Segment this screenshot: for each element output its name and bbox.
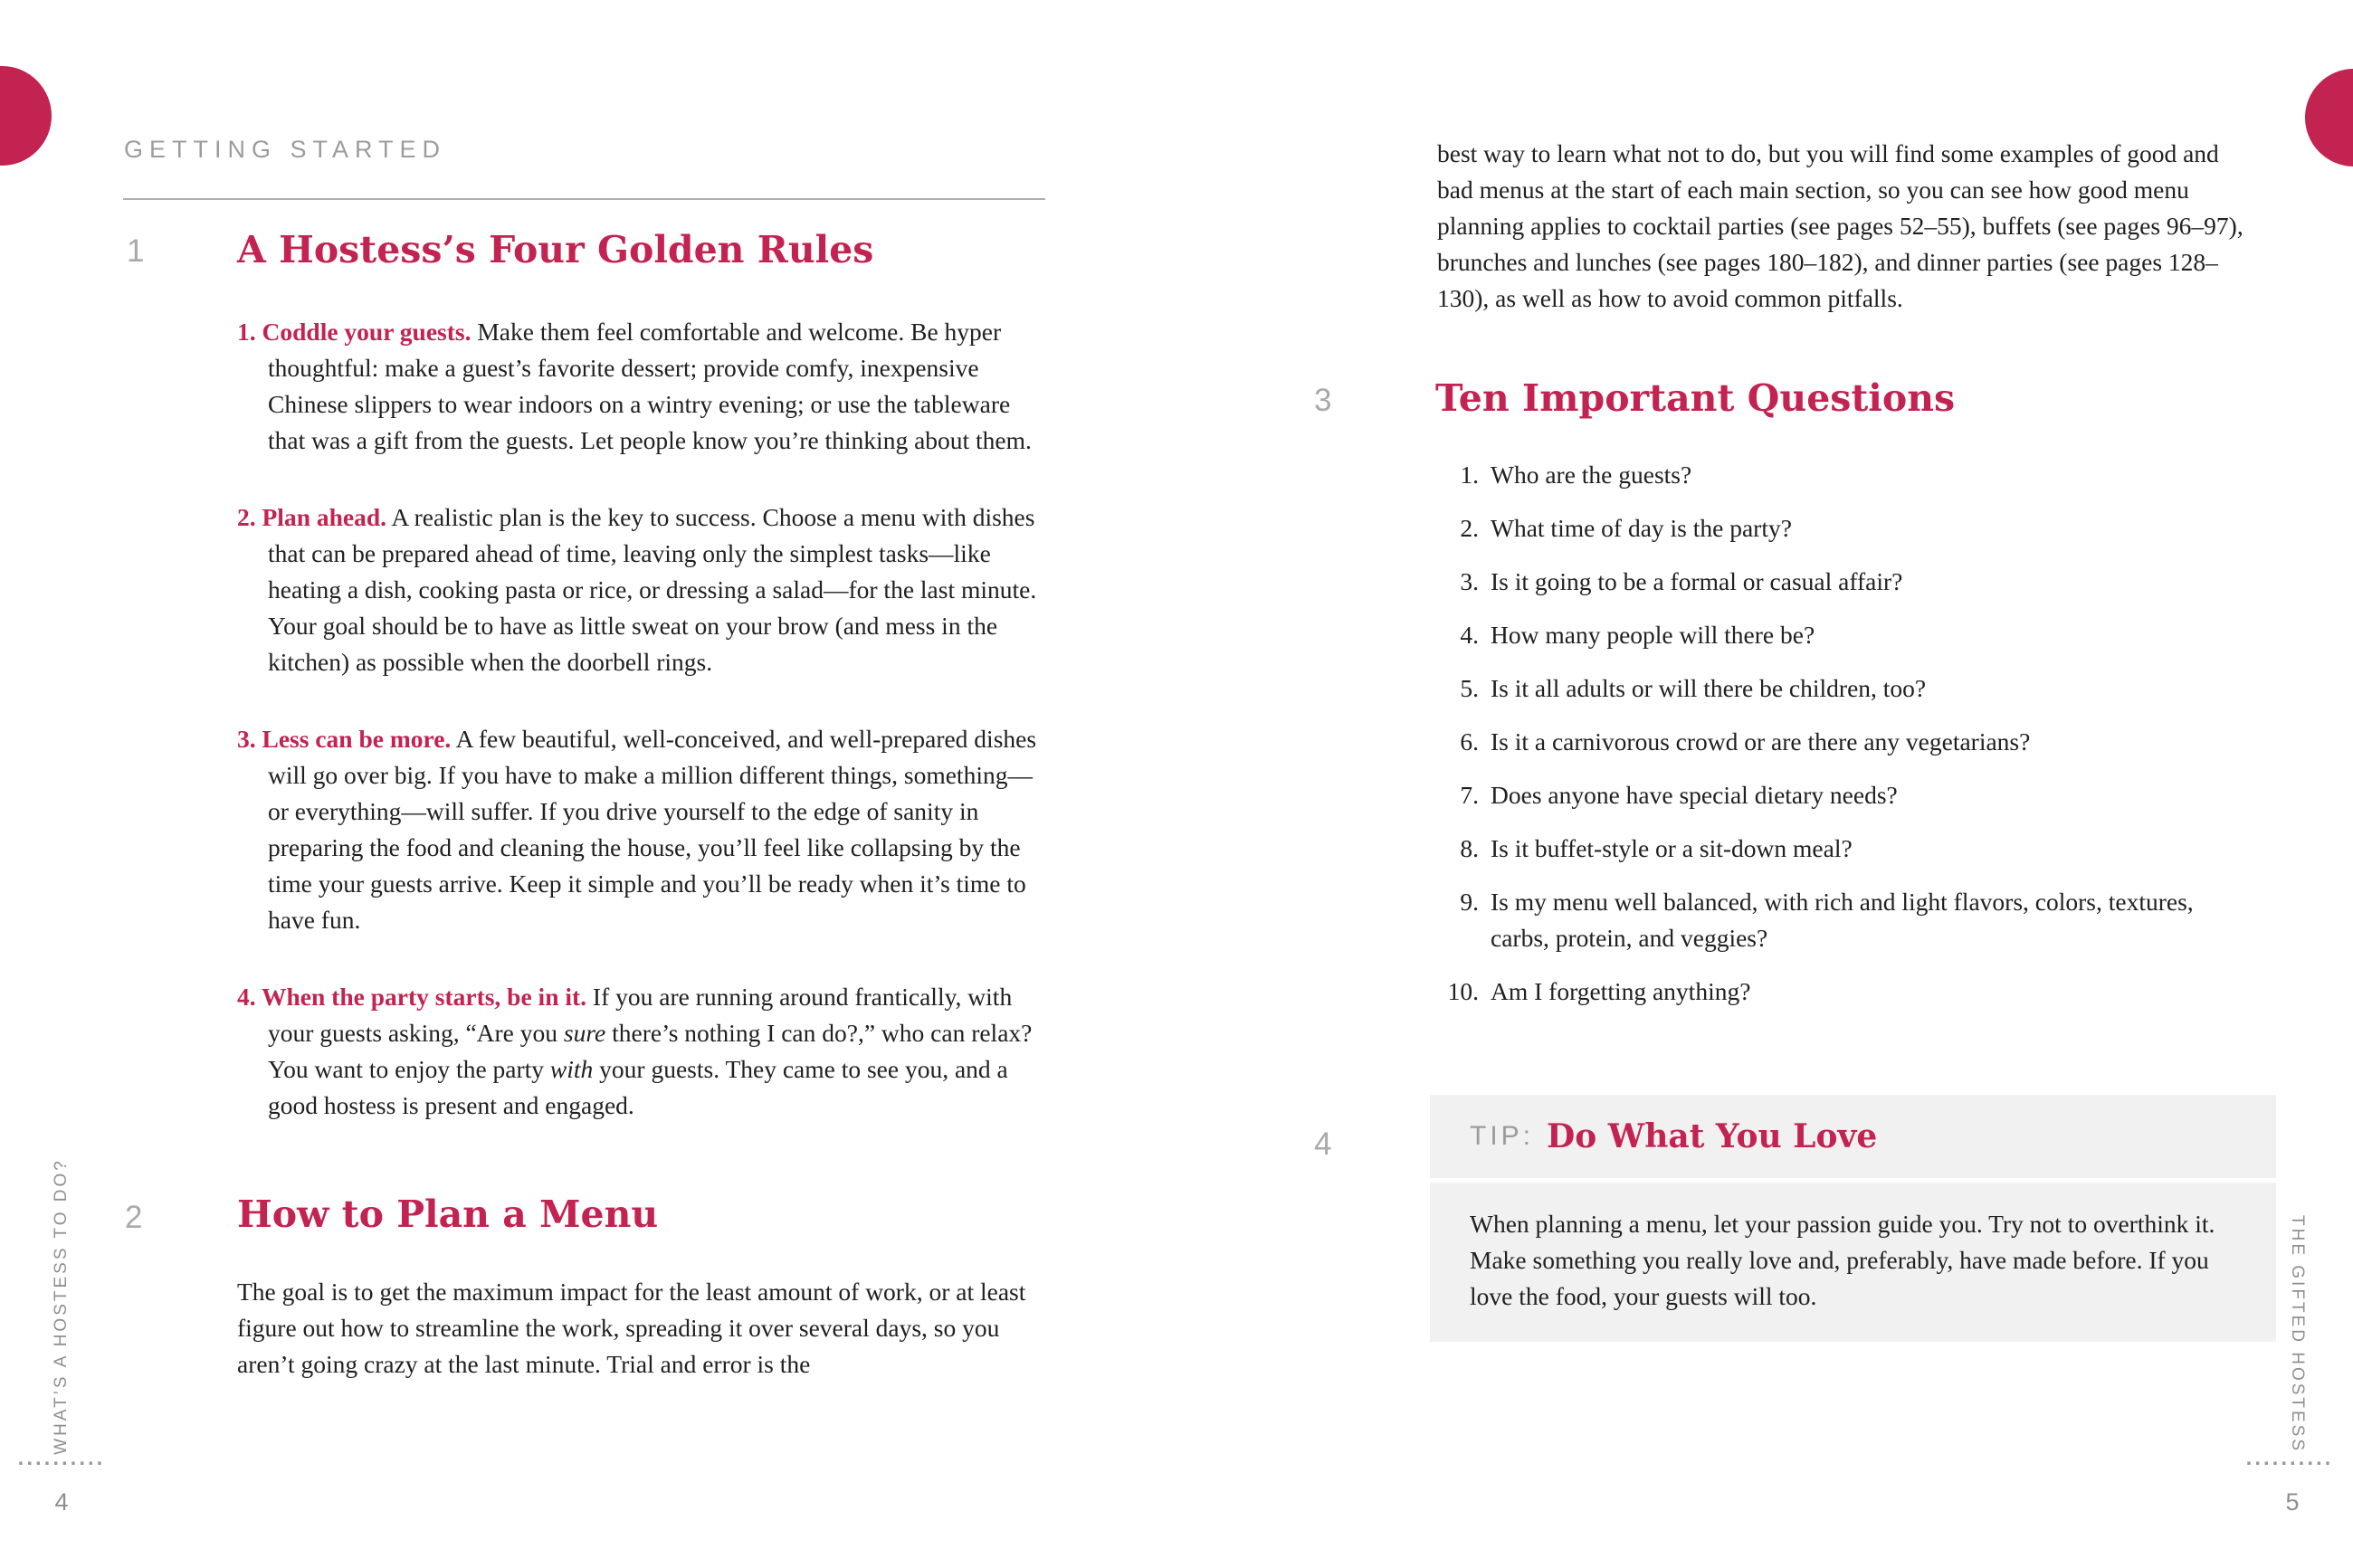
rule-body-text: If you are running around frantically, with your guests asking, “Are you sure there’s nothing I can do?,” who can relax? You want to enjoy the party with your guests. They came to see you, and a good hostess is present and engaged. [268,983,1033,1119]
question-item-3 [1437,564,2239,600]
question-text: Is it buffet-style or a sit-down meal? [1491,834,1853,862]
kicker-rule-divider [123,198,1045,200]
rule-lead-text: Plan ahead. [262,503,387,531]
rule-body-text: Make them feel comfortable and welcome. Be hyper thoughtful: make a guest’s favorite dessert; provide comfy, inexpensive Chinese slippers to wear indoors on a wintry evening; or use the tableware that was a gift from the guests. Let people know you’re thinking about them. [268,318,1032,454]
section-number-3: 3 [1314,383,1332,418]
question-item-4 [1437,617,2239,653]
question-text: How many people will there be? [1491,621,1815,649]
question-item-7 [1437,777,2239,813]
question-item-5 [1437,670,2239,707]
section-number-2: 2 [125,1200,143,1235]
question-item-10 [1437,974,2239,1010]
question-text: Is it a carnivorous crowd or are there any vegetarians? [1491,727,2031,755]
corner-dot-left-icon [0,66,52,166]
question-item-2 [1437,510,2239,546]
question-number: 1. [1460,461,1479,489]
question-number: 2. [1460,514,1479,542]
section-title-ten-questions: Ten Important Questions [1435,376,1956,420]
question-number: 10. [1447,977,1479,1005]
question-number: 6. [1460,727,1479,755]
section-title-golden-rules: A Hostess’s Four Golden Rules [237,228,874,271]
continuation-paragraph: best way to learn what not to do, but you will find some examples of good and bad menus at the start of each main section, so you can see how good menu planning applies to cocktail parties (see pages 52–55), buffets (see pages 96–97), brunches and lunches (see pages 180–182), and dinner parties (see pages 128–130), as well as how to avoid common pitfalls. [1437,139,2243,312]
questions-list [1437,457,2239,1027]
rule-lead-text: Coddle your guests. [262,318,472,346]
question-number: 8. [1460,834,1479,862]
question-text: Who are the guests? [1491,461,1692,489]
tip-box-header [1430,1095,2276,1178]
tip-title: Do What You Love [1547,1117,1878,1155]
question-text: Is it going to be a formal or casual affair? [1491,567,1903,595]
question-item-1 [1437,457,2239,493]
question-number: 4. [1460,621,1479,649]
question-item-8 [1437,831,2239,867]
right-page-side-label: THE GIFTED HOSTESS [2288,1215,2307,1454]
question-text: Is my menu well balanced, with rich and light flavors, colors, textures, carbs, protein, and veggies? [1491,888,2194,952]
tip-box [1430,1095,2276,1342]
section-number-4: 4 [1314,1126,1332,1162]
tip-body-text: When planning a menu, let your passion guide you. Try not to overthink it. Make something you really love and, preferably, have made before. If you love the food, your guests will too. [1430,1183,2276,1342]
question-number: 5. [1460,674,1479,702]
rule-number: 3. [237,725,256,753]
right-page-number: 5 [2285,1488,2300,1516]
corner-dot-right-icon [2305,69,2353,166]
rule-lead-text: Less can be more. [262,725,452,753]
question-text: Am I forgetting anything? [1491,977,1751,1005]
question-number: 9. [1460,888,1479,916]
plan-menu-paragraph: The goal is to get the maximum impact for the least amount of work, or at least figure out how to streamline the work, spreading it over several days, so you aren’t going crazy at the last minute. Trial and error is the [237,1278,1026,1378]
right-page-dots-divider: .......... [2245,1446,2334,1470]
question-item-6 [1437,724,2239,760]
question-text: Is it all adults or will there be children, too? [1491,674,1927,702]
chapter-kicker: GETTING STARTED [124,136,447,163]
rule-number: 4. [237,983,256,1011]
left-page-dots-divider: .......... [17,1446,106,1470]
tip-label: TIP: [1470,1121,1535,1151]
section-title-plan-menu: How to Plan a Menu [237,1193,659,1236]
golden-rules-list [237,314,1044,1124]
question-item-9 [1437,884,2239,956]
rule-lead-text: When the party starts, be in it. [262,983,587,1011]
question-number: 3. [1460,567,1479,595]
rule-item-3 [237,721,1044,938]
left-page-number: 4 [54,1488,69,1516]
rule-item-1 [237,314,1044,459]
rule-item-4 [237,979,1044,1124]
rule-item-2 [237,499,1044,680]
rule-body-text: A few beautiful, well-conceived, and well-prepared dishes will go over big. If you have to make a million different things, something—or everything—will suffer. If you drive yourself to the edge of sanity in preparing the food and cleaning the house, you’ll feel like collapsing by the time your guests arrive. Keep it simple and you’ll be ready when it’s time to have fun. [268,725,1037,934]
section-number-1: 1 [127,233,145,269]
question-number: 7. [1460,781,1479,809]
question-text: What time of day is the party? [1491,514,1792,542]
rule-number: 2. [237,503,256,531]
question-text: Does anyone have special dietary needs? [1491,781,1898,809]
rule-number: 1. [237,318,256,346]
left-page-side-label: WHAT’S A HOSTESS TO DO? [52,1158,71,1455]
rule-body-text: A realistic plan is the key to success. Choose a menu with dishes that can be prepared ahead of time, leaving only the simplest tasks—like heating a dish, cooking pasta or rice, or dressing a salad—for the last minute. Your goal should be to have as little sweat on your brow (and mess in the kitchen) as possible when the doorbell rings. [268,503,1037,676]
